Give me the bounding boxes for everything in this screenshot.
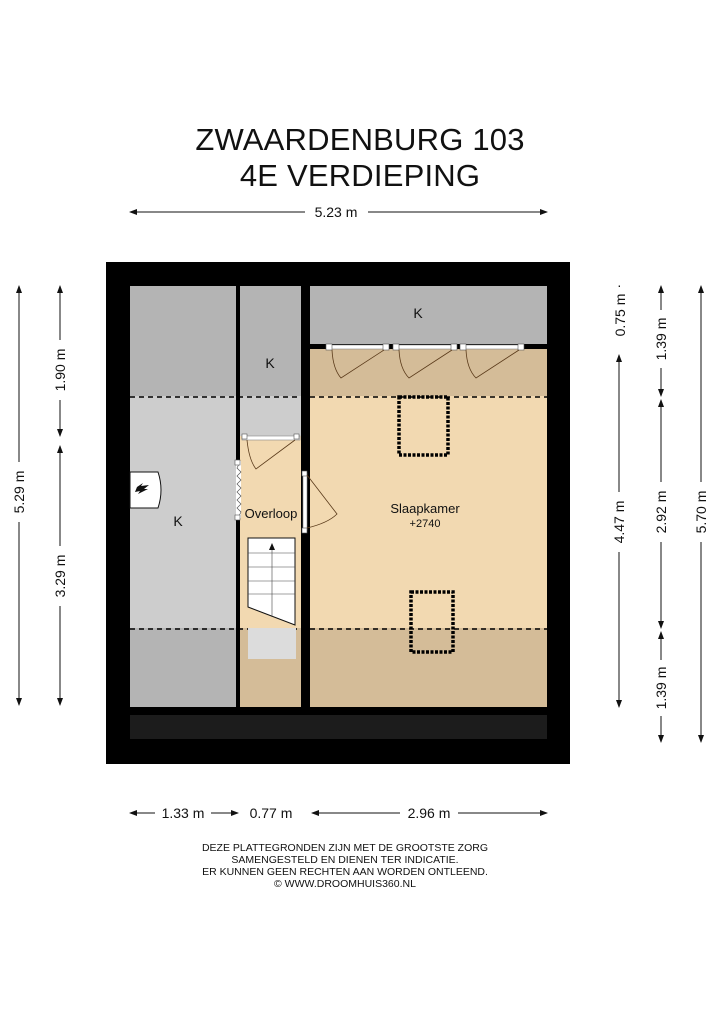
- dimension-bottom-2: [250, 805, 293, 821]
- svg-text:5.70 m: 5.70 m: [693, 490, 709, 534]
- svg-text:·: ·: [617, 277, 622, 293]
- svg-text:0.77 m: 0.77 m: [249, 805, 293, 821]
- dimension-right-b-mid: [653, 400, 669, 628]
- svg-text:1.39 m: 1.39 m: [653, 666, 669, 710]
- dimension-left-outer: [11, 286, 27, 705]
- label-bedroom-height: +2740: [409, 518, 441, 530]
- dimension-left-lower: [52, 446, 68, 705]
- dimension-bottom-1: [130, 805, 238, 821]
- disclaimer-line-1: DEZE PLATTEGRONDEN ZIJN MET DE GROOTSTE ZORG: [201, 842, 489, 854]
- disclaimer-line-3: ER KUNNEN GEEN RECHTEN AAN WORDEN ONTLEEND.: [202, 866, 488, 878]
- label-landing: Overloop: [244, 506, 298, 521]
- dimension-right-b-top: [653, 286, 669, 396]
- dimension-right-c-total: [693, 286, 709, 742]
- svg-text:1.39 m: 1.39 m: [653, 317, 669, 361]
- svg-text:2.96 m: 2.96 m: [407, 805, 451, 821]
- dimension-right-b-bottom: [653, 632, 669, 742]
- disclaimer-line-2: SAMENGESTELD EN DIENEN TER INDICATIE.: [231, 854, 459, 866]
- room-storage-top-right: [310, 286, 547, 344]
- title-address: ZWAARDENBURG 103: [195, 122, 525, 157]
- label-storage-left: K: [173, 513, 183, 529]
- svg-text:4.47 m: 4.47 m: [611, 500, 627, 544]
- dimension-right-a-top: [612, 277, 628, 336]
- svg-text:1.33 m: 1.33 m: [161, 805, 205, 821]
- bottom-strip: [130, 715, 547, 739]
- title-floor: 4E VERDIEPING: [239, 158, 481, 193]
- svg-text:3.29 m: 3.29 m: [52, 554, 68, 598]
- label-storage-middle: K: [265, 355, 275, 371]
- label-storage-top-right: K: [413, 305, 423, 321]
- dimension-right-a-main: [611, 355, 627, 707]
- disclaimer-copyright[interactable]: © WWW.DROOMHUIS360.NL: [274, 878, 416, 890]
- svg-text:2.92 m: 2.92 m: [653, 490, 669, 534]
- svg-text:0.75 m: 0.75 m: [612, 293, 628, 337]
- label-bedroom: Slaapkamer: [390, 501, 460, 516]
- dimension-top-width-label: 5.23 m: [314, 204, 358, 220]
- svg-text:1.90 m: 1.90 m: [52, 348, 68, 392]
- svg-text:5.29 m: 5.29 m: [11, 470, 27, 514]
- chimney-icon: [130, 472, 161, 508]
- stairs: [248, 538, 296, 659]
- dimension-bottom-3: [312, 805, 547, 821]
- dimension-left-upper: [52, 286, 68, 436]
